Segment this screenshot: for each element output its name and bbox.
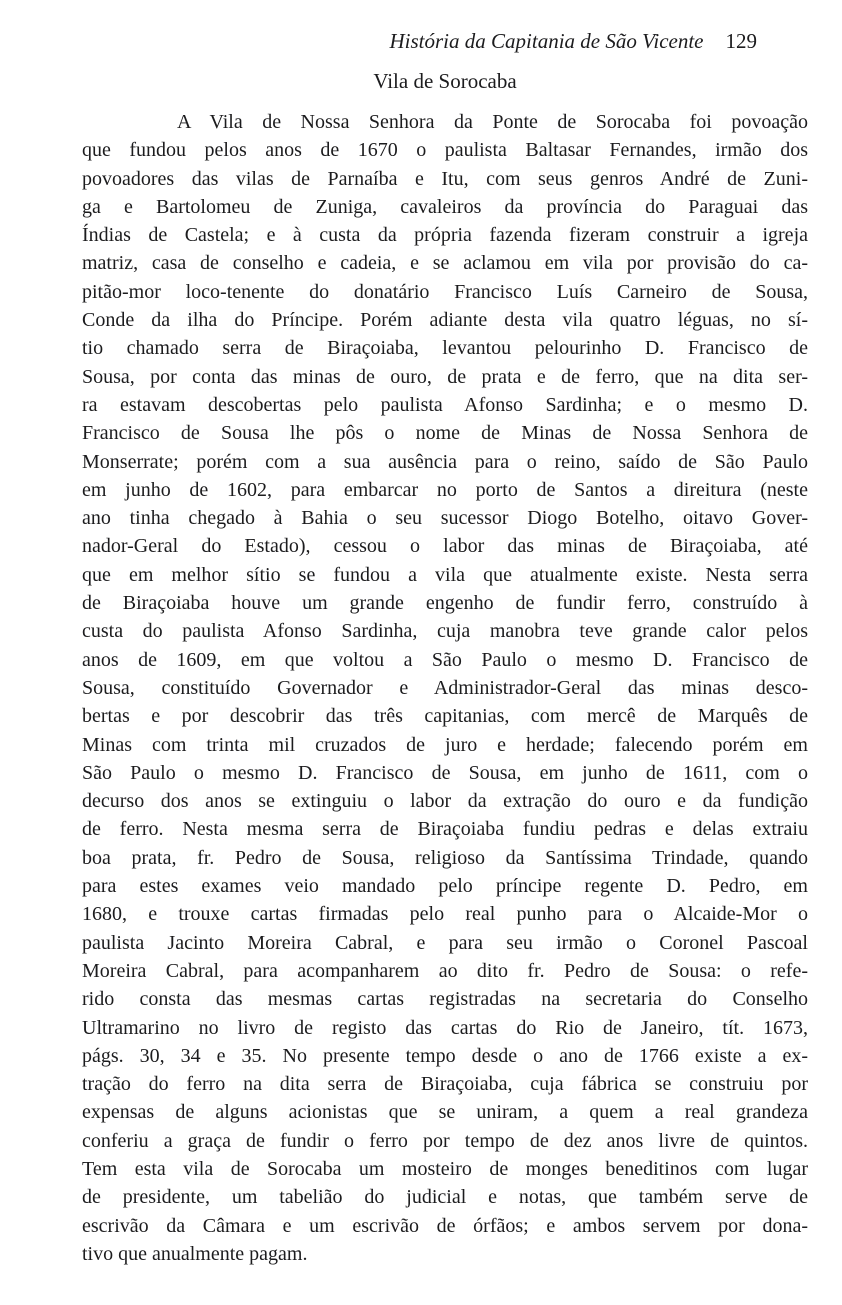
body-line: povoadores das vilas de Parnaíba e Itu, com seus genros André de Zuni- xyxy=(82,167,808,190)
body-line: ga e Bartolomeu de Zuniga, cavaleiros da província do Paraguai das xyxy=(82,195,808,218)
body-line: de Biraçoiaba houve um grande engenho de fundir ferro, construído à xyxy=(82,592,808,615)
body-line: ra estavam descobertas pelo paulista Afonso Sardinha; e o mesmo D. xyxy=(82,393,808,416)
body-line: pitão-mor loco-tenente do donatário Francisco Luís Carneiro de Sousa, xyxy=(82,280,808,303)
body-line: de presidente, um tabelião do judicial e notas, que também serve de xyxy=(82,1186,808,1209)
body-line: anos de 1609, em que voltou a São Paulo o mesmo D. Francisco de xyxy=(82,648,808,671)
body-line: Monserrate; porém com a sua ausência para o reino, saído de São Paulo xyxy=(82,450,808,473)
body-line: decurso dos anos se extinguiu o labor da extração do ouro e da fundição xyxy=(82,790,808,813)
body-line: bertas e por descobrir das três capitanias, com mercê de Marquês de xyxy=(82,705,808,728)
body-line: expensas de alguns acionistas que se uniram, a quem a real grandeza xyxy=(82,1101,808,1124)
body-line: Moreira Cabral, para acompanharem ao dito fr. Pedro de Sousa: o refe- xyxy=(82,959,808,982)
body-line: Sousa, constituído Governador e Administrador-Geral das minas desco- xyxy=(82,676,808,699)
body-line: que fundou pelos anos de 1670 o paulista Baltasar Fernandes, irmão dos xyxy=(82,139,808,162)
body-line: nador-Geral do Estado), cessou o labor das minas de Biraçoiaba, até xyxy=(82,535,808,558)
body-line: págs. 30, 34 e 35. No presente tempo desde o ano de 1766 existe a ex- xyxy=(82,1044,808,1067)
body-line: Francisco de Sousa lhe pôs o nome de Minas de Nossa Senhora de xyxy=(82,422,808,445)
running-title: História da Capitania de São Vicente xyxy=(389,29,704,53)
body-line: tivo que anualmente pagam. xyxy=(82,1242,308,1265)
body-line: em junho de 1602, para embarcar no porto de Santos a direitura (neste xyxy=(82,478,808,501)
body-line: para estes exames veio mandado pelo príncipe regente D. Pedro, em xyxy=(82,875,808,898)
body-text xyxy=(82,108,808,1268)
body-line: 1680, e trouxe cartas firmadas pelo real punho para o Alcaide-Mor o xyxy=(82,903,808,926)
body-line: São Paulo o mesmo D. Francisco de Sousa, em junho de 1611, com o xyxy=(82,761,808,784)
body-line: Minas com trinta mil cruzados de juro e herdade; falecendo porém em xyxy=(82,733,808,756)
body-line: custa do paulista Afonso Sardinha, cuja manobra teve grande calor pelos xyxy=(82,620,808,643)
body-line: matriz, casa de conselho e cadeia, e se aclamou em vila por provisão do ca- xyxy=(82,252,808,275)
body-line: conferiu a graça de fundir o ferro por tempo de dez anos livre de quintos. xyxy=(82,1129,808,1152)
body-line: Ultramarino no livro de registo das cartas do Rio de Janeiro, tít. 1673, xyxy=(82,1016,808,1039)
body-line: que em melhor sítio se fundou a vila que atualmente existe. Nesta serra xyxy=(82,563,808,586)
body-line: tração do ferro na dita serra de Biraçoiaba, cuja fábrica se construiu por xyxy=(82,1073,808,1096)
section-title: Vila de Sorocaba xyxy=(373,69,517,93)
body-line: ano tinha chegado à Bahia o seu sucessor Diogo Botelho, oitavo Gover- xyxy=(82,507,808,530)
page-number: 129 xyxy=(725,29,757,53)
body-line: Tem esta vila de Sorocaba um mosteiro de monges beneditinos com lugar xyxy=(82,1157,808,1180)
body-line: Índias de Castela; e à custa da própria fazenda fizeram construir a igreja xyxy=(82,224,808,247)
body-line: A Vila de Nossa Senhora da Ponte de Sorocaba foi povoação xyxy=(177,111,808,133)
body-line: Sousa, por conta das minas de ouro, de prata e de ferro, que na dita ser- xyxy=(82,365,808,388)
body-line: de ferro. Nesta mesma serra de Biraçoiaba fundiu pedras e delas extraiu xyxy=(82,818,808,841)
body-line: boa prata, fr. Pedro de Sousa, religioso da Santíssima Trindade, quando xyxy=(82,846,808,869)
body-line: Conde da ilha do Príncipe. Porém adiante desta vila quatro léguas, no sí- xyxy=(82,309,808,332)
body-line: tio chamado serra de Biraçoiaba, levantou pelourinho D. Francisco de xyxy=(82,337,808,360)
body-line: rido consta das mesmas cartas registradas na secretaria do Conselho xyxy=(82,988,808,1011)
body-line: paulista Jacinto Moreira Cabral, e para seu irmão o Coronel Pascoal xyxy=(82,931,808,954)
body-line: escrivão da Câmara e um escrivão de órfãos; e ambos servem por dona- xyxy=(82,1214,808,1237)
running-header xyxy=(390,29,758,53)
